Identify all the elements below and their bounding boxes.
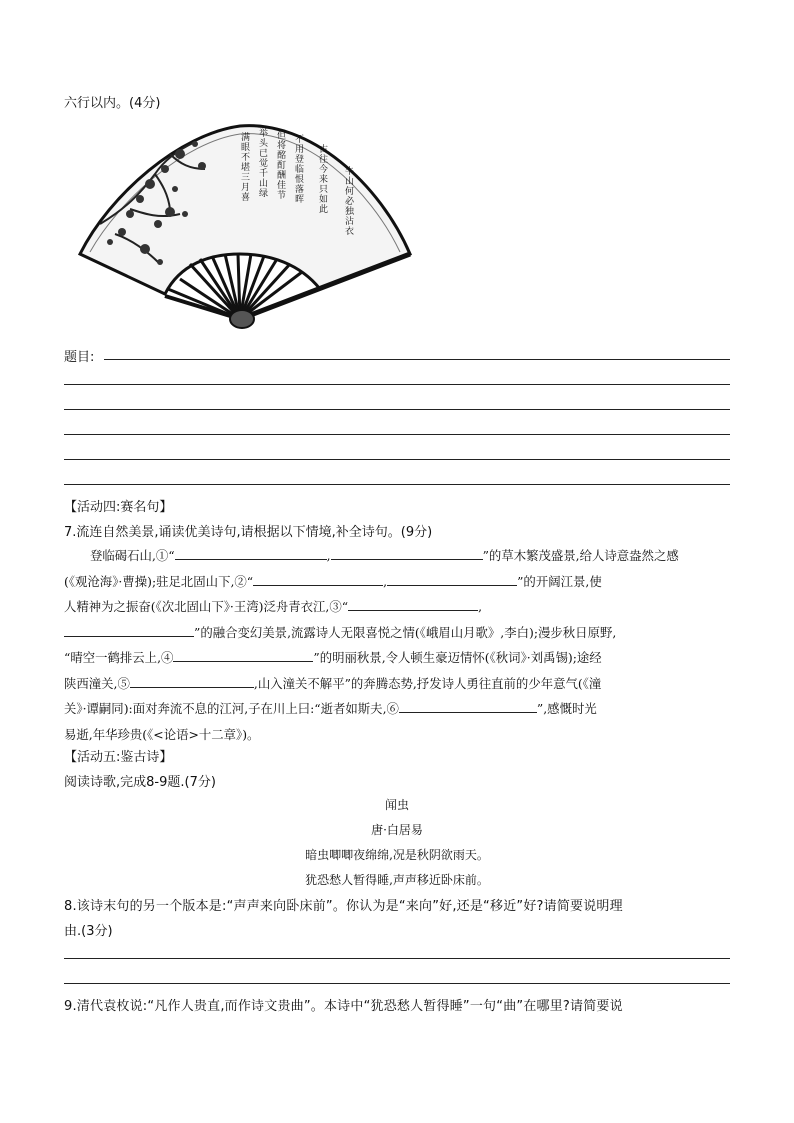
blank-5[interactable] (130, 673, 254, 688)
comma: , (383, 573, 388, 589)
q7-text-4: ”的开阔江景,使 (517, 573, 602, 589)
q8-answer-line-1[interactable] (64, 958, 730, 959)
title-label: 题目: (64, 350, 95, 365)
fan-poem-col-3: 但将酩酊酬佳节 (275, 130, 285, 200)
q7-text-3: (《观沧海》·曹操);驻足北固山下,② (64, 573, 247, 589)
poem-line-2: 犹恐愁人暂得睡,声声移近卧床前。 (305, 873, 489, 887)
fan-poem-col-1: 满眼不堪三月喜 (239, 132, 249, 202)
q8-line-2: 由.(3分) (64, 924, 113, 939)
fan-poem-col-4: 不用登临恨落晖 (293, 134, 303, 204)
answer-line-2[interactable] (64, 384, 730, 385)
answer-line-3[interactable] (64, 409, 730, 410)
blank-2a[interactable] (253, 571, 383, 586)
blank-1a[interactable] (175, 545, 327, 560)
q7-text-9a: 关》·谭嗣同):面对奔流不息的江河,子在川上曰:“逝者如斯夫,⑥ (64, 701, 399, 716)
q9-line-1: 9.清代袁枚说:“凡作人贵直,而作诗文贵曲”。本诗中“犹恐愁人暂得睡”一句“曲”在哪里?请简要说 (64, 999, 623, 1014)
quote-open: “ (246, 573, 254, 589)
q7-text-7a: “晴空一鹤排云上,④ (64, 650, 174, 665)
q7-text-1: 登临碣石山,① (90, 548, 169, 563)
q8-line-1: 8.该诗末句的另一个版本是:“声声来向卧床前”。你认为是“来向”好,还是“移近”好?请简要说明理 (64, 899, 623, 914)
blank-1b[interactable] (331, 545, 483, 560)
fan-rivet (230, 310, 254, 328)
answer-line-5[interactable] (64, 459, 730, 460)
poem-title: 闻虫 (384, 798, 409, 812)
q7-text-8a: 陕西潼关,⑤ (64, 675, 130, 691)
q7-text-2: ”的草木繁茂盛景,给人诗意盎然之感 (482, 548, 679, 563)
fan-poem-col-2: 举头已觉千山绿 (257, 128, 267, 198)
title-answer-line[interactable] (104, 359, 730, 360)
q7-text-10: 易逝,年华珍贵(《<论语>十二章》)。 (64, 726, 260, 742)
poem-line-1: 暗虫唧唧夜绵绵,况是秋阴欲雨天。 (305, 848, 489, 862)
quote-open: “ (168, 548, 175, 563)
fan-poem-col-5: 古往今来只如此 (317, 144, 327, 214)
q7-text-5: 人精神为之振奋(《次北固山下》·王湾)泛舟青衣江,③ (64, 599, 342, 614)
q7-text-8b: ,山入潼关不解平”的奔腾态势,抒发诗人勇往直前的少年意气(《潼 (253, 675, 602, 691)
fan-poem-col-6: 牛山何必独沾衣 (343, 166, 353, 236)
q8-answer-line-2[interactable] (64, 983, 730, 984)
answer-line-4[interactable] (64, 434, 730, 435)
activity4-heading: 【活动四:赛名句】 (64, 500, 173, 515)
quote-open: “ (341, 599, 349, 614)
answer-line-6[interactable] (64, 484, 730, 485)
q7-prompt: 7.流连自然美景,诵读优美诗句,请根据以下情境,补全诗句。(9分) (64, 525, 433, 540)
poem-author: 唐·白居易 (371, 823, 423, 837)
intro-line: 六行以内。(4分) (64, 96, 161, 111)
blank-3b[interactable] (64, 622, 194, 637)
comma: , (478, 599, 483, 614)
q7-text-7b: ”的明丽秋景,令人顿生豪迈情怀(《秋词》·刘禹锡);途经 (313, 650, 602, 665)
activity5-heading: 【活动五:鉴古诗】 (64, 750, 173, 765)
blank-4[interactable] (173, 647, 313, 662)
blank-2b[interactable] (387, 571, 517, 586)
q7-text-6: ”的融合变幻美景,流露诗人无限喜悦之情(《峨眉山月歌》,李白);漫步秋日原野, (194, 624, 617, 640)
q7-body (64, 543, 730, 747)
comma: , (326, 548, 331, 563)
folding-fan-illustration (70, 114, 420, 334)
q7-text-9b: ”,感慨时光 (536, 701, 597, 716)
activity5-instruction: 阅读诗歌,完成8-9题.(7分) (64, 775, 216, 790)
blank-6[interactable] (399, 698, 537, 713)
blank-3a[interactable] (348, 596, 478, 611)
